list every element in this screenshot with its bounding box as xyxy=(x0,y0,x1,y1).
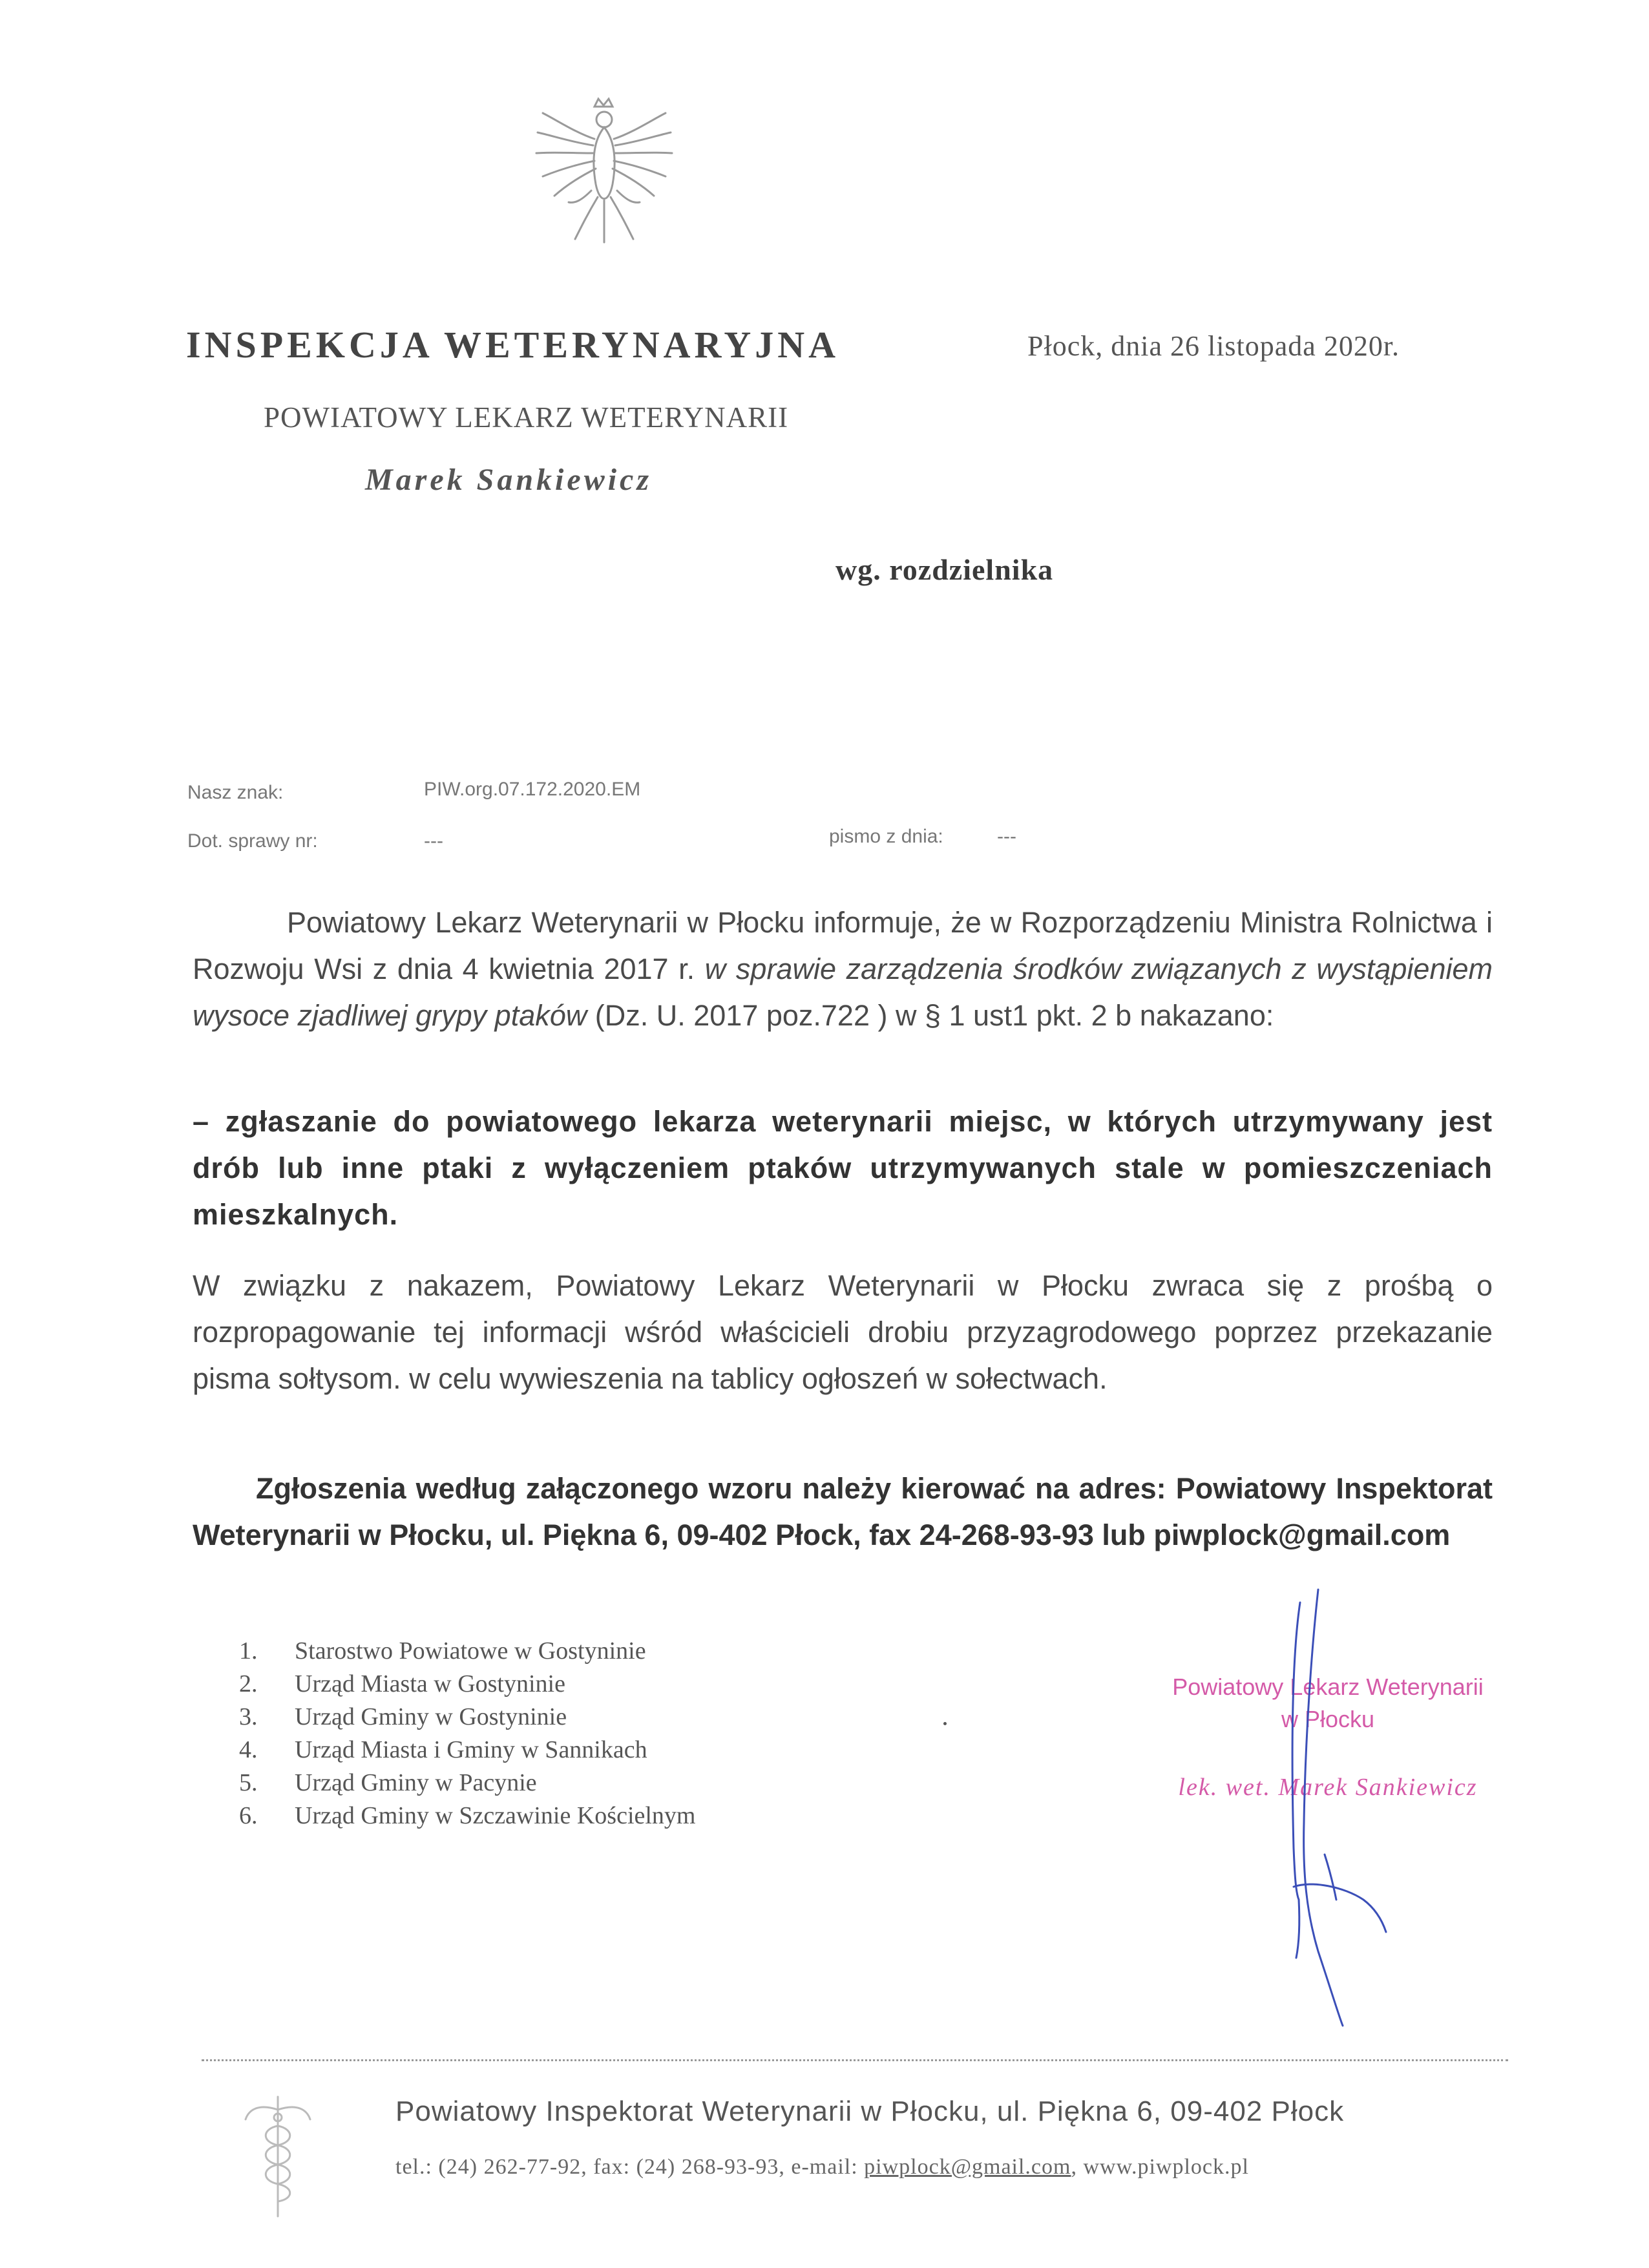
paragraph-regulation-end: (Dz. U. 2017 poz.722 ) w § 1 ust1 pkt. 2 b nakazano: xyxy=(587,999,1274,1032)
addressee: wg. rozdzielnika xyxy=(835,553,1054,586)
list-item-number: 5. xyxy=(239,1769,258,1796)
paragraph-regulation-start: Powiatowy Lekarz Weterynarii w Płocku informuje, że w Rozporządzeniu Ministra Rolnictwa i Rozwoju Wsi z dnia 4 kwietnia 2017 r. xyxy=(193,906,1493,985)
distribution-list xyxy=(239,1635,696,1832)
list-item xyxy=(239,1800,696,1832)
place-and-date: Płock, dnia 26 listopada 2020r. xyxy=(1027,330,1400,362)
paragraph-contact: Zgłoszenia według załączonego wzoru należy kierować na adres: Powiatowy Inspektorat Weterynarii w Płocku, ul. Piękna 6, 09-402 Płock, fax 24-268-93-93 lub piwplock@gmail.com xyxy=(193,1472,1493,1551)
official-title: POWIATOWY LEKARZ WETERYNARII xyxy=(264,401,789,434)
list-item xyxy=(239,1734,696,1767)
caduceus-icon xyxy=(239,2090,317,2220)
list-item xyxy=(239,1668,696,1701)
stamp-line-name: lek. wet. Marek Sankiewicz xyxy=(1178,1774,1478,1801)
polish-eagle-emblem xyxy=(523,94,685,249)
stamp-line-place: w Płocku xyxy=(1281,1706,1375,1732)
list-item-text: Urząd Gminy w Szczawinie Kościelnym xyxy=(295,1802,696,1829)
list-item-number: 2. xyxy=(239,1670,258,1697)
pismo-z-dnia-label: pismo z dnia: xyxy=(829,826,943,847)
paragraph-request: W związku z nakazem, Powiatowy Lekarz Weterynarii w Płocku zwraca się z prośbą o rozpropagowanie tej informacji wśród właścicieli drobiu przyzagrodowego poprzez przekazanie pisma sołtysom. w celu wywieszenia na tablicy ogłoszeń w sołectwach. xyxy=(193,1269,1493,1395)
paragraph-regulation xyxy=(193,899,1493,1039)
paragraph-obligation: – zgłaszanie do powiatowego lekarza weterynarii miejsc, w których utrzymywany jest drób lub inne ptaki z wyłączeniem ptaków utrzymywanych stale w pomieszczeniach mieszkalnych. xyxy=(193,1105,1493,1231)
nasz-znak-value: PIW.org.07.172.2020.EM xyxy=(424,779,641,800)
pismo-z-dnia-value: --- xyxy=(997,826,1016,847)
footer-divider xyxy=(202,2059,1508,2061)
footer-contact-start: tel.: (24) 262-77-92, fax: (24) 268-93-93, e-mail: xyxy=(395,2155,865,2179)
footer-address: Powiatowy Inspektorat Weterynarii w Płocku, ul. Piękna 6, 09-402 Płock xyxy=(395,2095,1345,2127)
list-item-number: 3. xyxy=(239,1703,258,1730)
list-item-text: Urząd Miasta i Gminy w Sannikach xyxy=(295,1736,647,1763)
list-item-text: Urząd Miasta w Gostyninie xyxy=(295,1670,565,1697)
institution-title: INSPEKCJA WETERYNARYJNA xyxy=(186,324,840,366)
dot-sprawy-label: Dot. sprawy nr: xyxy=(187,830,318,852)
dot-sprawy-value: --- xyxy=(424,830,443,852)
footer-contact xyxy=(395,2155,1249,2179)
list-item-number: 4. xyxy=(239,1736,258,1763)
nasz-znak-label: Nasz znak: xyxy=(187,782,284,803)
footer-email-link[interactable]: piwplock@gmail.com xyxy=(864,2155,1071,2179)
official-name: Marek Sankiewicz xyxy=(365,463,653,497)
list-item xyxy=(239,1767,696,1800)
handwritten-signature xyxy=(1254,1577,1422,2029)
list-item-text: Urząd Gminy w Gostyninie xyxy=(295,1703,567,1730)
regulation-title: w sprawie zarządzenia środków związanych z wystąpieniem wysoce zjadliwej grypy ptaków xyxy=(193,952,1493,1032)
list-item-text: Urząd Gminy w Pacynie xyxy=(295,1769,537,1796)
list-item-number: 6. xyxy=(239,1802,258,1829)
list-item-number: 1. xyxy=(239,1637,258,1664)
list-item xyxy=(239,1701,696,1734)
footer-contact-end: , www.piwplock.pl xyxy=(1071,2155,1249,2179)
stamp-line-title: Powiatowy Lekarz Weterynarii xyxy=(1172,1674,1484,1700)
list-item xyxy=(239,1635,696,1668)
stray-dot xyxy=(943,1722,947,1725)
list-item-text: Starostwo Powiatowe w Gostyninie xyxy=(295,1637,646,1664)
